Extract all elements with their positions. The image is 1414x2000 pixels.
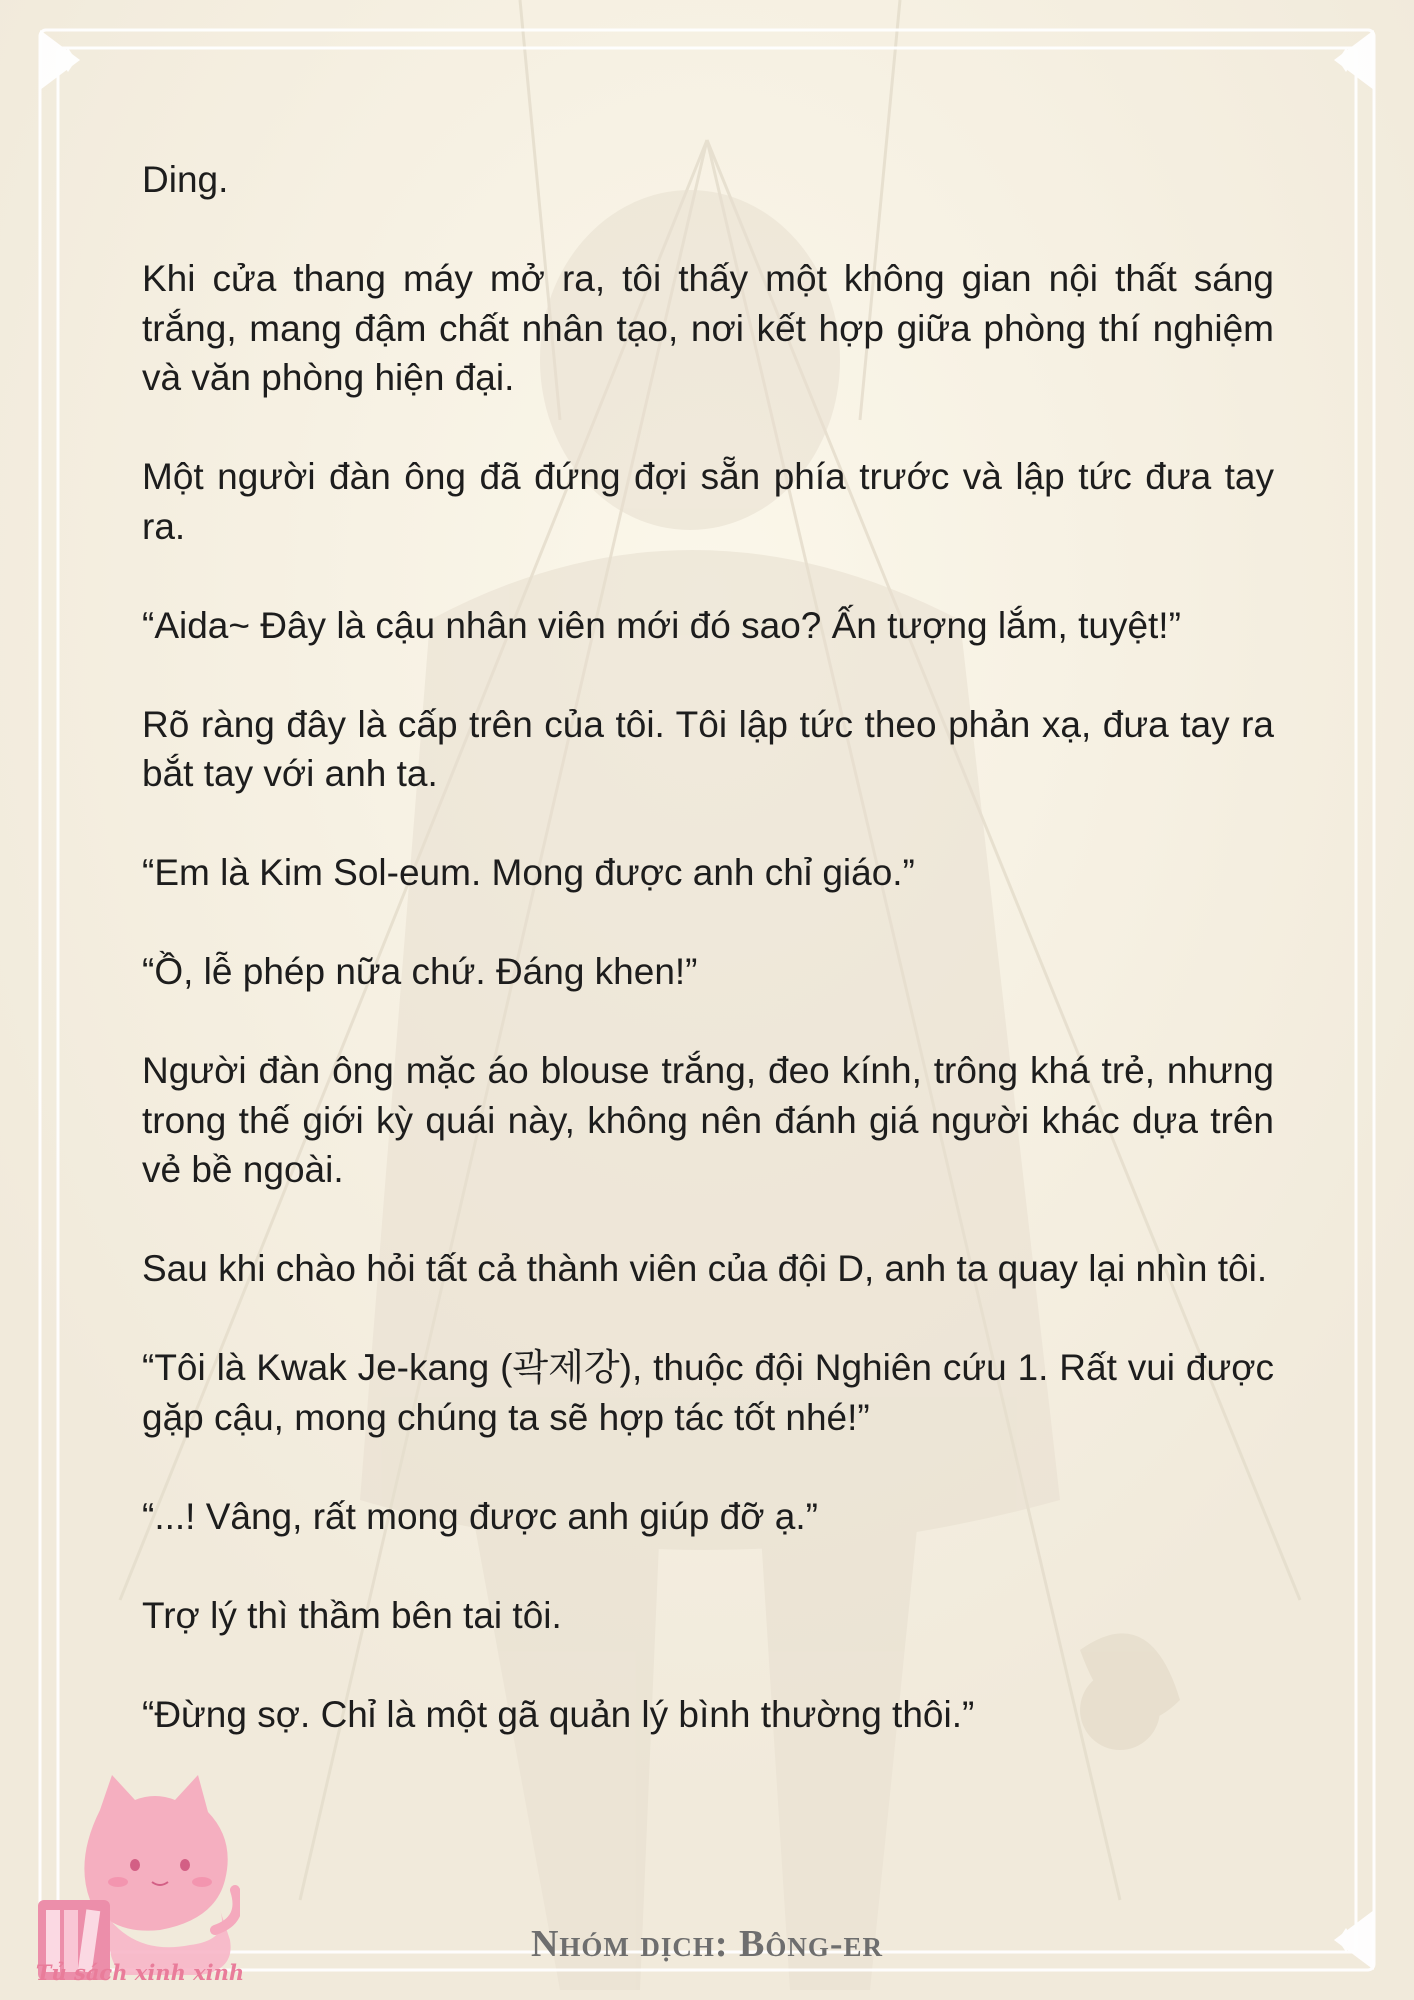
paragraph: “...! Vâng, rất mong được anh giúp đỡ ạ.” xyxy=(142,1495,818,1537)
paragraph: “Đừng sợ. Chỉ là một gã quản lý bình thường thôi.” xyxy=(142,1693,975,1735)
paragraph: “Em là Kim Sol-eum. Mong được anh chỉ giáo.” xyxy=(142,852,915,893)
paragraph: Một người đàn ông đã đứng đợi sẵn phía trước và lập tức đưa tay ra. xyxy=(142,456,1274,547)
logo-text: Tủ sách xinh xinh xyxy=(35,1960,245,1985)
paragraph: Người đàn ông mặc áo blouse trắng, đeo kính, trông khá trẻ, nhưng trong thế giới kỳ quái này, không nên đánh giá người khác dựa trên vẻ bề ngoài. xyxy=(142,1050,1274,1190)
paragraph: Ding. xyxy=(142,159,229,200)
paragraph: Trợ lý thì thầm bên tai tôi. xyxy=(142,1594,562,1636)
paragraph: Khi cửa thang máy mở ra, tôi thấy một không gian nội thất sáng trắng, mang đậm chất nhân tạo, nơi kết hợp giữa phòng thí nghiệm và văn phòng hiện đại. xyxy=(142,258,1274,398)
paragraph: “Tôi là Kwak Je-kang (곽제강), thuộc đội Nghiên cứu 1. Rất vui được gặp cậu, mong chúng ta sẽ hợp tác tốt nhé!” xyxy=(142,1347,1274,1438)
paragraph: “Aida~ Đây là cậu nhân viên mới đó sao? Ấn tượng lắm, tuyệt!” xyxy=(142,604,1181,646)
story-text xyxy=(142,155,1274,1789)
translator-credit: Nhóm dịch: Bông-er xyxy=(530,1923,884,1965)
paragraph: Rõ ràng đây là cấp trên của tôi. Tôi lập tức theo phản xạ, đưa tay ra bắt tay với anh ta. xyxy=(142,703,1274,794)
paragraph: Sau khi chào hỏi tất cả thành viên của đội D, anh ta quay lại nhìn tôi. xyxy=(142,1248,1268,1289)
paragraph: “Ồ, lễ phép nữa chứ. Đáng khen!” xyxy=(142,951,698,992)
